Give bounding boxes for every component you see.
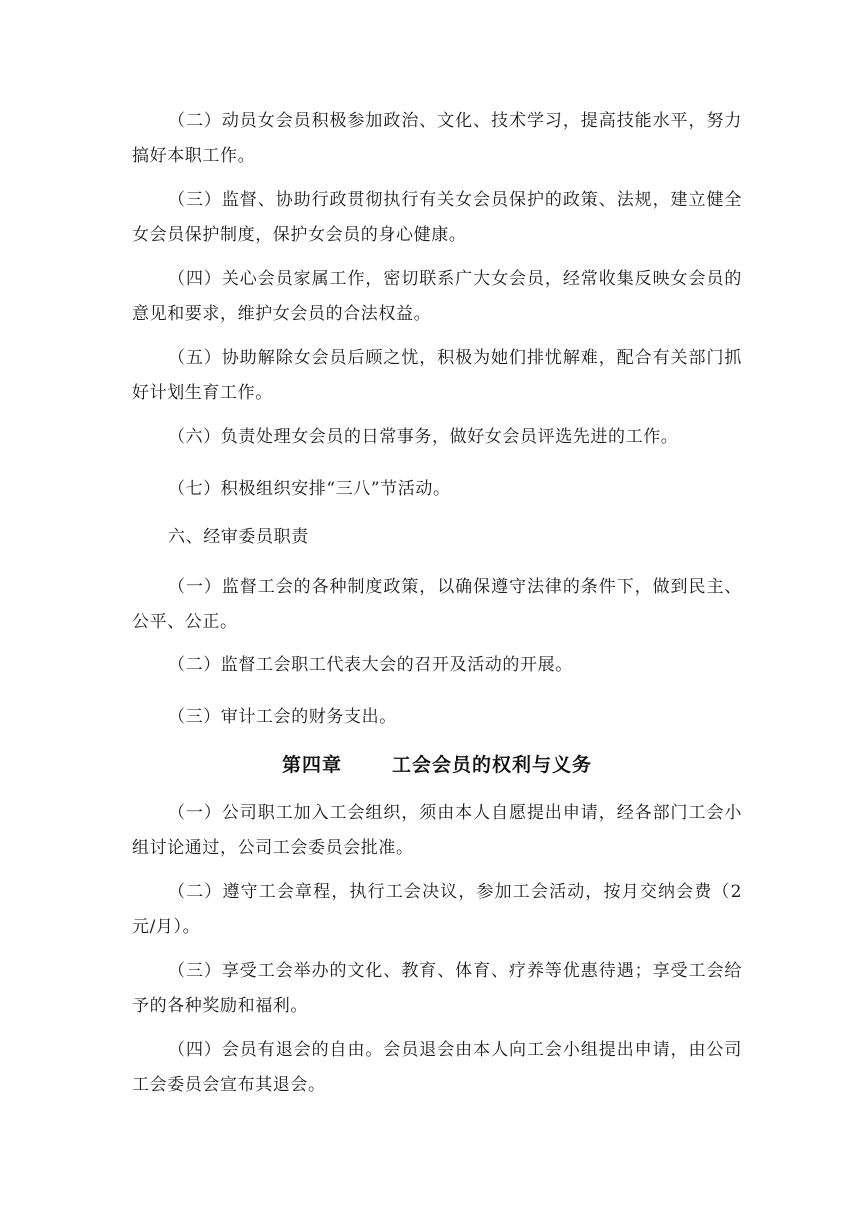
- paragraph-audit-congress: （二）监督工会职工代表大会的召开及活动的开展。: [168, 655, 573, 675]
- paragraph-family-planning: （五）协助解除女会员后顾之忧，积极为她们排忧解难，配合有关部门抓好计划生育工作。: [132, 348, 742, 403]
- chapter-heading: [132, 750, 742, 780]
- paragraph-member-dues: （二）遵守工会章程，执行工会决议，参加工会活动，按月交纳会费（2元/月）。: [132, 882, 742, 937]
- paragraph-women-study: （二）动员女会员积极参加政治、文化、技术学习，提高技能水平，努力搞好本职工作。: [132, 111, 742, 166]
- section-heading-audit: 六、经审委员职责: [168, 527, 309, 547]
- paragraph-family-work: （四）关心会员家属工作，密切联系广大女会员，经常收集反映女会员的意见和要求，维护女会员的合法权益。: [132, 269, 742, 324]
- paragraph-member-withdrawal: （四）会员有退会的自由。会员退会由本人向工会小组提出申请，由公司工会委员会宣布其退会。: [132, 1040, 742, 1095]
- chapter-number: 第四章: [281, 754, 342, 776]
- paragraph-women-protection: （三）监督、协助行政贯彻执行有关女会员保护的政策、法规，建立健全女会员保护制度，保护女会员的身心健康。: [132, 190, 742, 245]
- paragraph-audit-finance: （三）审计工会的财务支出。: [168, 707, 397, 727]
- paragraph-march-eighth: （七）积极组织安排“三八”节活动。: [168, 479, 451, 499]
- chapter-title: 工会会员的权利与义务: [392, 754, 593, 776]
- paragraph-audit-policy: （一）监督工会的各种制度政策，以确保遵守法律的条件下，做到民主、公平、公正。: [132, 577, 742, 632]
- paragraph-join-union: （一）公司职工加入工会组织，须由本人自愿提出申请，经各部门工会小组讨论通过，公司工会委员会批准。: [132, 803, 742, 858]
- paragraph-daily-affairs: （六）负责处理女会员的日常事务，做好女会员评选先进的工作。: [168, 427, 679, 447]
- paragraph-member-benefits: （三）享受工会举办的文化、教育、体育、疗养等优惠待遇；享受工会给予的各种奖励和福利。: [132, 961, 742, 1016]
